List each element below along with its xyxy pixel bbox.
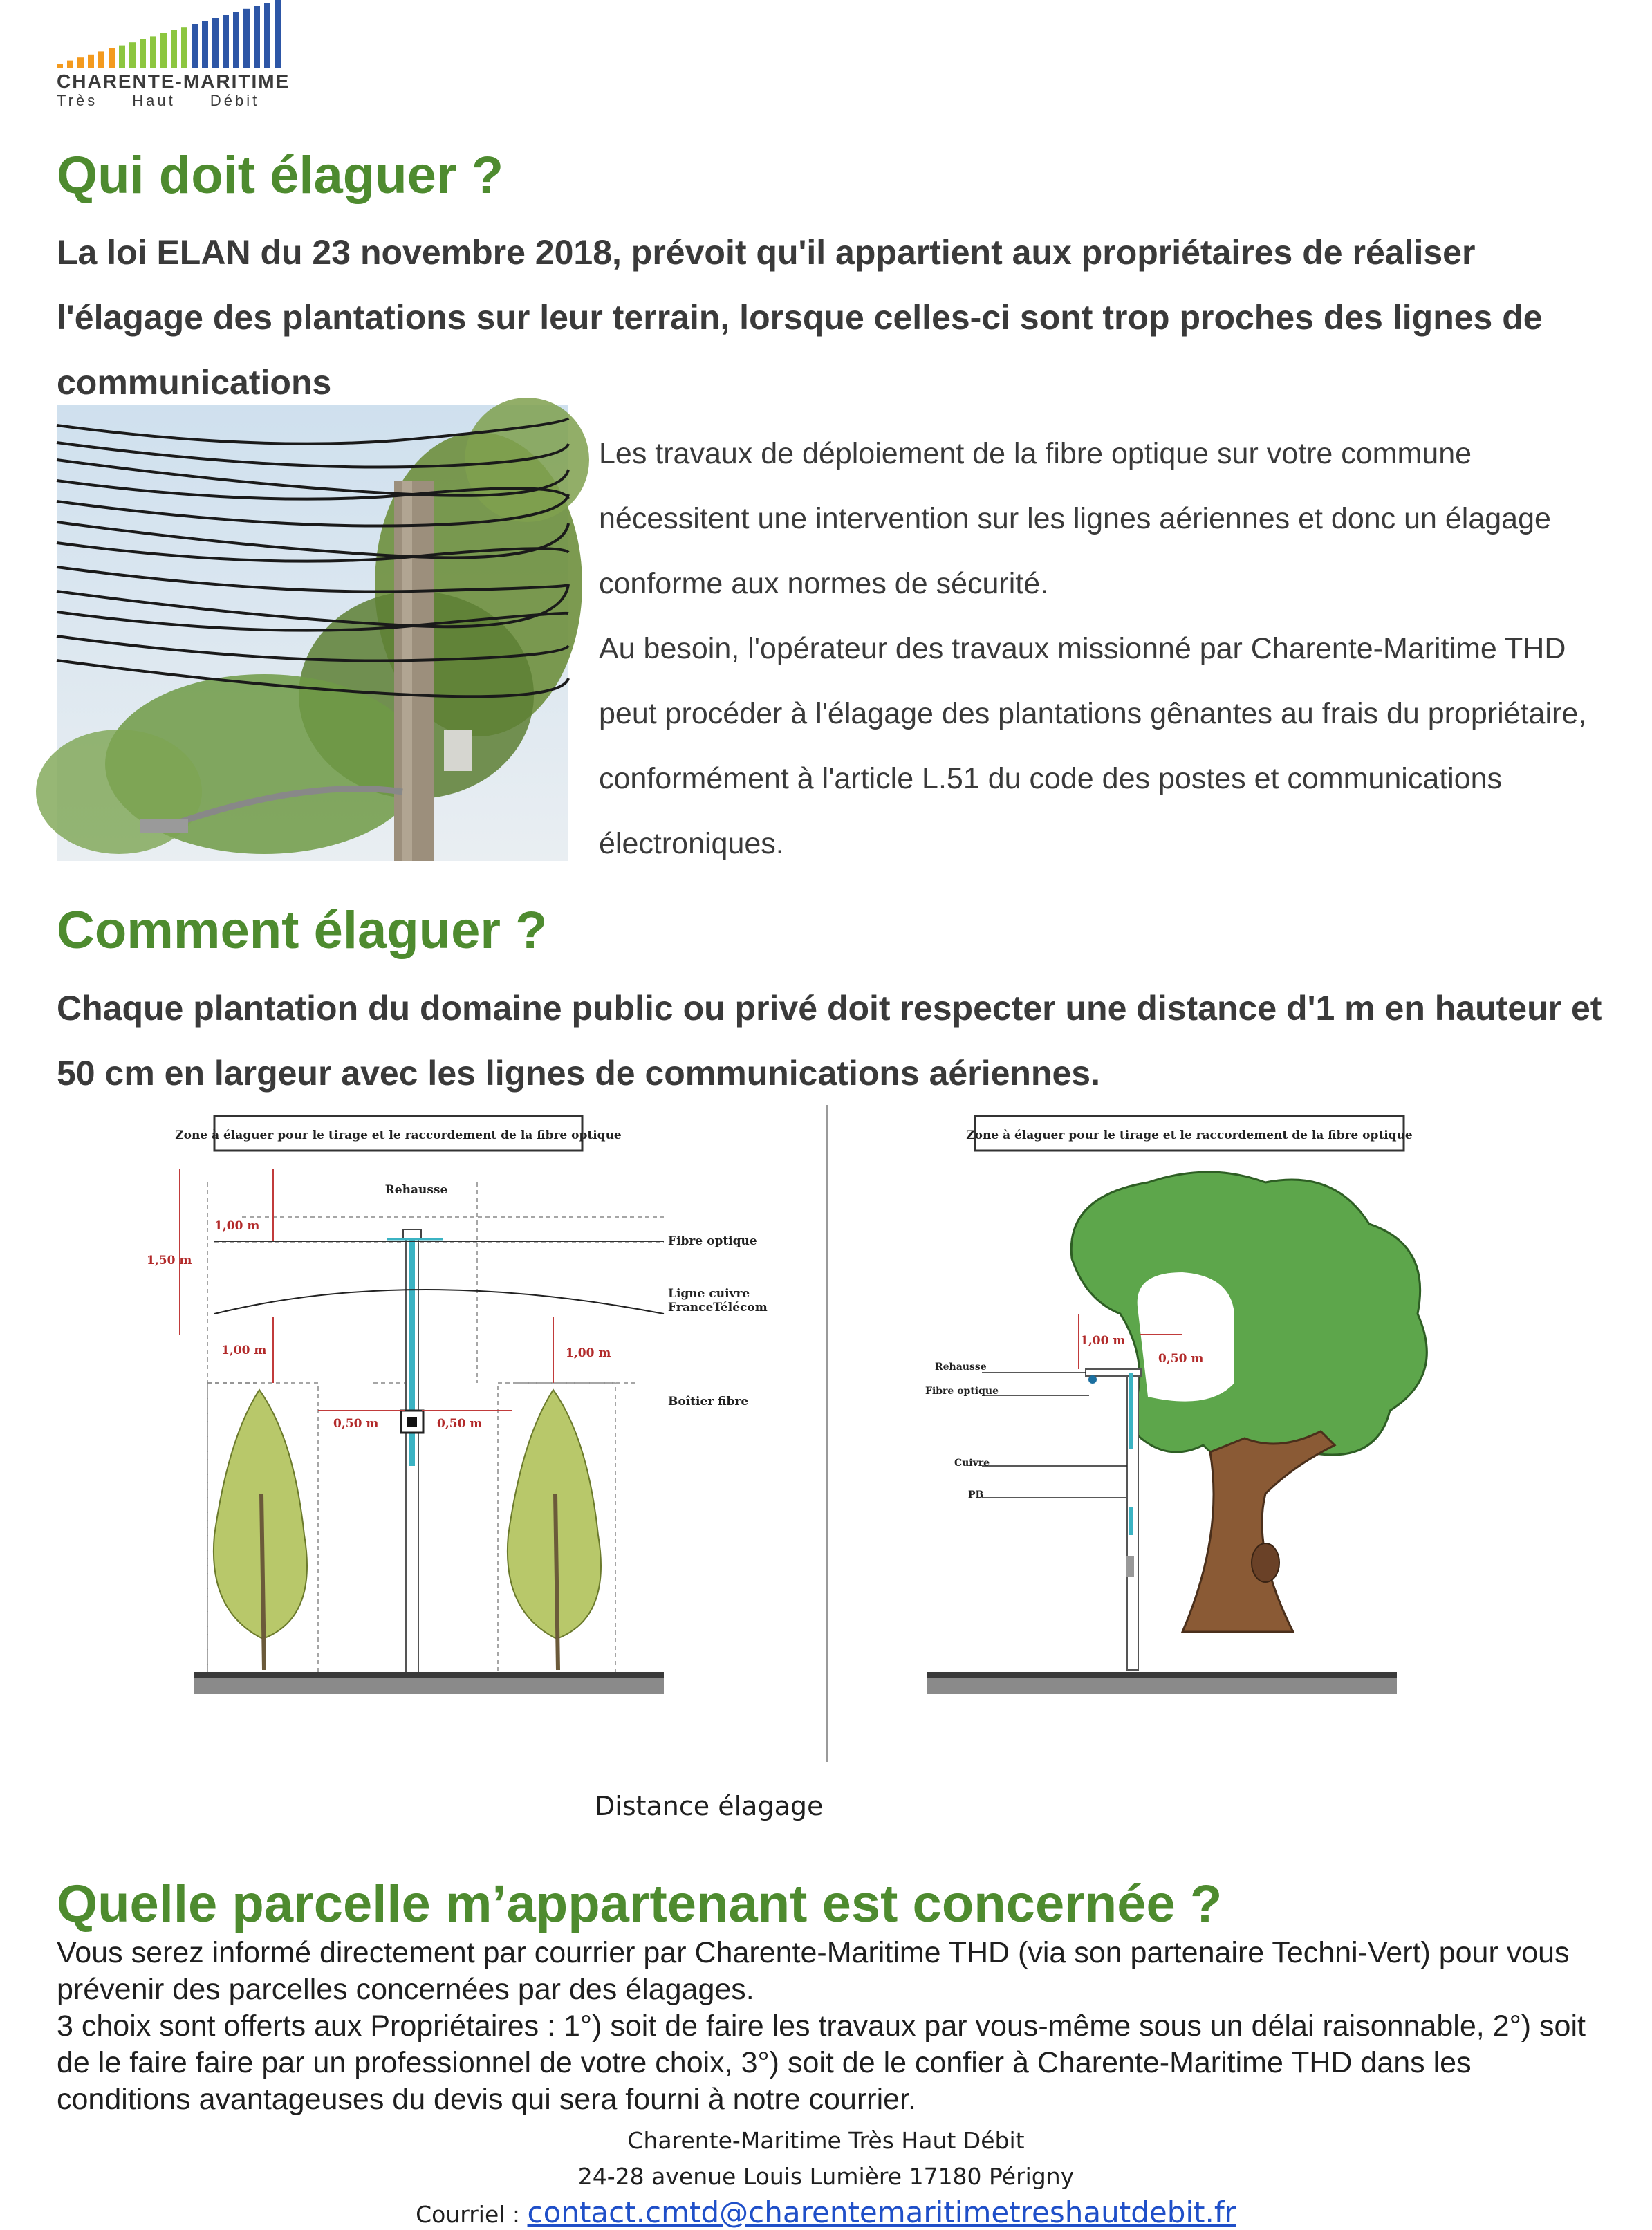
tree-left-icon (214, 1390, 307, 1670)
logo-bar (119, 46, 125, 68)
section1-body-p1: Les travaux de déploiement de la fibre optique sur votre commune nécessitent une intervention sur les lignes aériennes et donc un élagage conforme aux normes de sécurité. (599, 437, 1551, 600)
logo-bar (98, 51, 104, 68)
logo-bar (233, 12, 239, 68)
section1-lead: La loi ELAN du 23 novembre 2018, prévoit qu'il appartient aux propriétaires de réaliser l'élagage des plantations sur leur terrain, lorsque celles-ci sont trop proches des lignes de communications (57, 233, 1543, 402)
diagram-caption: Distance élagage (595, 1791, 824, 1821)
footer-address: 24-28 avenue Louis Lumière 17180 Périgny (577, 2163, 1075, 2190)
label-rehausse: Rehausse (384, 1183, 448, 1197)
logo-bar (202, 21, 208, 68)
logo-bar (140, 39, 146, 68)
diagram-left-box-title: Zone à élaguer pour le tirage et le raccordement de la fibre optique (175, 1128, 622, 1142)
footer-mail-link[interactable]: contact.cmtd@charentemaritimetreshautdebit.fr (527, 2195, 1236, 2229)
logo-bar (254, 6, 260, 68)
diagram-right-box-title: Zone à élaguer pour le tirage et le raccordement de la fibre optique (966, 1128, 1413, 1142)
label-fibre-r: Fibre optique (925, 1386, 999, 1397)
dim-total: 1,50 m (147, 1254, 192, 1267)
logo-bar (243, 9, 250, 68)
label-pb-r: PB (968, 1489, 984, 1500)
label-ligne-2: FranceTélécom (668, 1301, 768, 1314)
label-boitier: Boîtier fibre (668, 1395, 749, 1409)
diagram-pole-trees (138, 1106, 768, 1715)
section1-body-p2: Au besoin, l'opérateur des travaux missionné par Charente-Maritime THD peut procéder à l'élagage des plantations gênantes au frais du propriétaire, conformément à l'article L.51 du code des postes et communications électroniques. (599, 632, 1587, 860)
section3-p1: Vous serez informé directement par courrier par Charente-Maritime THD (via son partenaire Techni-Vert) pour vous prévenir des parcelles concernées par des élagages. (57, 1936, 1570, 2006)
dim-right: 1,00 m (566, 1346, 611, 1360)
oak-tree-icon (1071, 1172, 1427, 1632)
footer-mail-label: Courriel : (416, 2201, 528, 2228)
width-left: 0,50 m (333, 1417, 379, 1431)
section3-p2: 3 choix sont offerts aux Propriétaires : 1°) soit de faire les travaux par vous-même sous un délai raisonnable, 2°) soit de le faire faire par un professionnel de votre choix, 3°) soit de le confier à Charente-Maritime THD dans les conditions avantageuses du devis qui sera fourni à notre courrier. (57, 2009, 1586, 2116)
logo-bar (212, 18, 219, 68)
logo-bar (109, 48, 115, 68)
logo-tagline: Très Haut Débit (57, 92, 260, 109)
logo (57, 0, 306, 111)
logo-bar (160, 33, 167, 68)
logo-bar (77, 57, 84, 68)
width-right: 0,50 m (437, 1417, 483, 1431)
logo-bar (275, 0, 281, 68)
logo-bar (223, 15, 229, 68)
utility-pole-photo (57, 405, 568, 861)
section3-title: Quelle parcelle m’appartenant est concernée ? (57, 1875, 1223, 1933)
label-cuivre-r: Cuivre (954, 1458, 990, 1469)
logo-bar (192, 24, 198, 68)
section2-lead: Chaque plantation du domaine public ou privé doit respecter une distance d'1 m en hauteur et 50 cm en largeur avec les lignes de communications aériennes. (57, 989, 1602, 1093)
label-fibre: Fibre optique (668, 1234, 757, 1248)
dim-left: 1,00 m (221, 1344, 267, 1357)
footer-org: Charente-Maritime Très Haut Débit (627, 2127, 1025, 2154)
tree-right-icon (508, 1390, 601, 1670)
label-ligne-1: Ligne cuivre (668, 1287, 750, 1301)
logo-bar (150, 36, 156, 68)
label-rehausse-r: Rehausse (935, 1362, 987, 1373)
logo-bar (67, 61, 73, 68)
section1-title: Qui doit élaguer ? (57, 146, 504, 205)
logo-name: CHARENTE-MARITIME (57, 71, 290, 92)
diagram-divider (826, 1105, 828, 1762)
footer-contact (0, 2195, 1652, 2229)
dim-h: 1,00 m (1080, 1334, 1126, 1348)
signal-bars-logo-icon (57, 0, 306, 69)
dim-top: 1,00 m (214, 1219, 260, 1233)
logo-bar (181, 27, 187, 68)
dim-w: 0,50 m (1158, 1352, 1204, 1366)
logo-bar (264, 3, 270, 68)
section2-title: Comment élaguer ? (57, 901, 548, 960)
logo-bar (171, 30, 177, 68)
logo-bar (129, 42, 136, 68)
logo-bar (57, 64, 63, 68)
diagram-pole-oak (920, 1106, 1473, 1715)
logo-bar (88, 55, 94, 68)
